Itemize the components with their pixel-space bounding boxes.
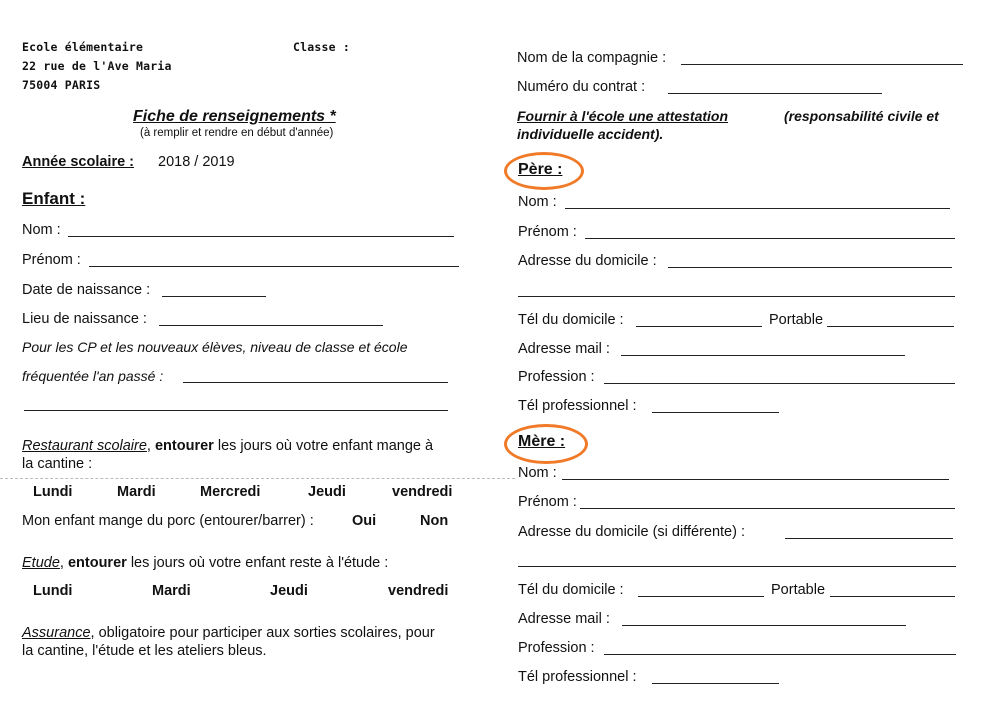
- etude-entourer: entourer: [67, 555, 127, 571]
- enfant-lieu-field[interactable]: [159, 325, 383, 326]
- pere-tel-pro-label: Tél professionnel :: [518, 398, 637, 414]
- enfant-nom-field[interactable]: [68, 236, 454, 237]
- pere-adresse-label: Adresse du domicile :: [518, 253, 657, 269]
- cp-note: Pour les CP et les nouveaux élèves, niveau de classe et école: [22, 339, 408, 355]
- restaurant-day-lundi[interactable]: Lundi: [33, 484, 73, 500]
- fold-line: [0, 478, 515, 479]
- etude-day-jeudi[interactable]: Jeudi: [270, 583, 308, 599]
- mere-nom-label: Nom :: [518, 465, 557, 481]
- etude-rest: les jours où votre enfant reste à l'étude :: [130, 555, 389, 571]
- restaurant-day-jeudi[interactable]: Jeudi: [308, 484, 346, 500]
- pere-profession-field[interactable]: [604, 383, 955, 384]
- school-year-label: Année scolaire :: [22, 154, 135, 170]
- etude-comma: ,: [59, 555, 64, 571]
- mere-tel-pro-field[interactable]: [652, 683, 779, 684]
- school-city: 75004 PARIS: [22, 78, 101, 92]
- mere-profession-label: Profession :: [518, 640, 595, 656]
- pere-adresse-field-2[interactable]: [518, 296, 955, 297]
- contrat-field[interactable]: [668, 93, 882, 94]
- mere-portable-field[interactable]: [830, 596, 955, 597]
- pere-nom-label: Nom :: [518, 194, 557, 210]
- enfant-date-label: Date de naissance :: [22, 282, 151, 298]
- porc-non[interactable]: Non: [420, 513, 449, 529]
- classe-label: Classe :: [293, 40, 350, 54]
- restaurant-rest: les jours où votre enfant mange à: [217, 438, 434, 454]
- attestation-line-2: individuelle accident).: [517, 126, 664, 142]
- restaurant-day-mardi[interactable]: Mardi: [117, 484, 156, 500]
- ecole-precedente-field[interactable]: [183, 382, 448, 383]
- pere-heading: Père :: [518, 161, 563, 178]
- pere-prenom-field[interactable]: [585, 238, 955, 239]
- form-subtitle: (à remplir et rendre en début d'année): [140, 127, 334, 139]
- school-name: Ecole élémentaire: [22, 40, 144, 54]
- pere-prenom-label: Prénom :: [518, 224, 577, 240]
- compagnie-label: Nom de la compagnie :: [517, 50, 667, 66]
- mere-mail-label: Adresse mail :: [518, 611, 610, 627]
- enfant-nom-label: Nom :: [22, 222, 61, 238]
- form-title: Fiche de renseignements *: [133, 108, 336, 125]
- assurance-rest: , obligatoire pour participer aux sorties scolaires, pour: [90, 625, 435, 641]
- school-address: 22 rue de l'Ave Maria: [22, 59, 172, 73]
- enfant-heading: Enfant :: [22, 189, 86, 208]
- attestation-line: [517, 108, 728, 124]
- pere-tel-domicile-field[interactable]: [636, 326, 762, 327]
- mere-profession-field[interactable]: [604, 654, 956, 655]
- restaurant-title: Restaurant scolaire: [22, 438, 147, 454]
- mere-prenom-label: Prénom :: [518, 494, 577, 510]
- attestation-link: Fournir à l'école une attestation: [517, 108, 729, 124]
- ecole-precedente-field-2[interactable]: [24, 410, 448, 411]
- mere-tel-pro-label: Tél professionnel :: [518, 669, 637, 685]
- cp-note-2: fréquentée l'an passé :: [22, 368, 164, 384]
- mere-tel-domicile-field[interactable]: [638, 596, 764, 597]
- etude-day-mardi[interactable]: Mardi: [152, 583, 191, 599]
- pere-tel-pro-field[interactable]: [652, 412, 779, 413]
- mere-adresse-field[interactable]: [785, 538, 953, 539]
- mere-tel-domicile-label: Tél du domicile :: [518, 582, 624, 598]
- restaurant-day-mercredi[interactable]: Mercredi: [200, 484, 261, 500]
- etude-day-lundi[interactable]: Lundi: [33, 583, 73, 599]
- etude-line: [22, 555, 388, 571]
- restaurant-comma: ,: [146, 438, 151, 454]
- assurance-line-2: la cantine, l'étude et les ateliers bleus.: [22, 643, 267, 659]
- mere-heading: Mère :: [518, 433, 566, 450]
- pere-mail-field[interactable]: [621, 355, 905, 356]
- attestation-rest: (responsabilité civile et: [784, 108, 939, 124]
- pere-tel-domicile-label: Tél du domicile :: [518, 312, 624, 328]
- pere-portable-field[interactable]: [827, 326, 954, 327]
- pere-mail-label: Adresse mail :: [518, 341, 610, 357]
- school-year-value: 2018 / 2019: [158, 154, 235, 170]
- porc-question: Mon enfant mange du porc (entourer/barrer) :: [22, 513, 314, 529]
- pere-nom-field[interactable]: [565, 208, 950, 209]
- etude-title: Etude: [22, 555, 60, 571]
- pere-portable-label: Portable: [769, 312, 824, 328]
- restaurant-entourer: entourer: [154, 438, 214, 454]
- pere-profession-label: Profession :: [518, 369, 595, 385]
- enfant-prenom-field[interactable]: [89, 266, 459, 267]
- mere-portable-label: Portable: [771, 582, 826, 598]
- porc-oui[interactable]: Oui: [352, 513, 377, 529]
- mere-adresse-field-2[interactable]: [518, 566, 956, 567]
- enfant-date-field[interactable]: [162, 296, 266, 297]
- contrat-label: Numéro du contrat :: [517, 79, 646, 95]
- assurance-title: Assurance: [22, 625, 91, 641]
- restaurant-day-vendredi[interactable]: vendredi: [392, 484, 453, 500]
- mere-adresse-label: Adresse du domicile (si différente) :: [518, 524, 746, 540]
- pere-adresse-field[interactable]: [668, 267, 952, 268]
- restaurant-line-2: la cantine :: [22, 456, 93, 472]
- mere-prenom-field[interactable]: [580, 508, 955, 509]
- restaurant-line: [22, 438, 433, 454]
- enfant-lieu-label: Lieu de naissance :: [22, 311, 147, 327]
- assurance-line: [22, 625, 435, 641]
- etude-day-vendredi[interactable]: vendredi: [388, 583, 449, 599]
- enfant-prenom-label: Prénom :: [22, 252, 81, 268]
- compagnie-field[interactable]: [681, 64, 963, 65]
- mere-mail-field[interactable]: [622, 625, 906, 626]
- mere-nom-field[interactable]: [562, 479, 949, 480]
